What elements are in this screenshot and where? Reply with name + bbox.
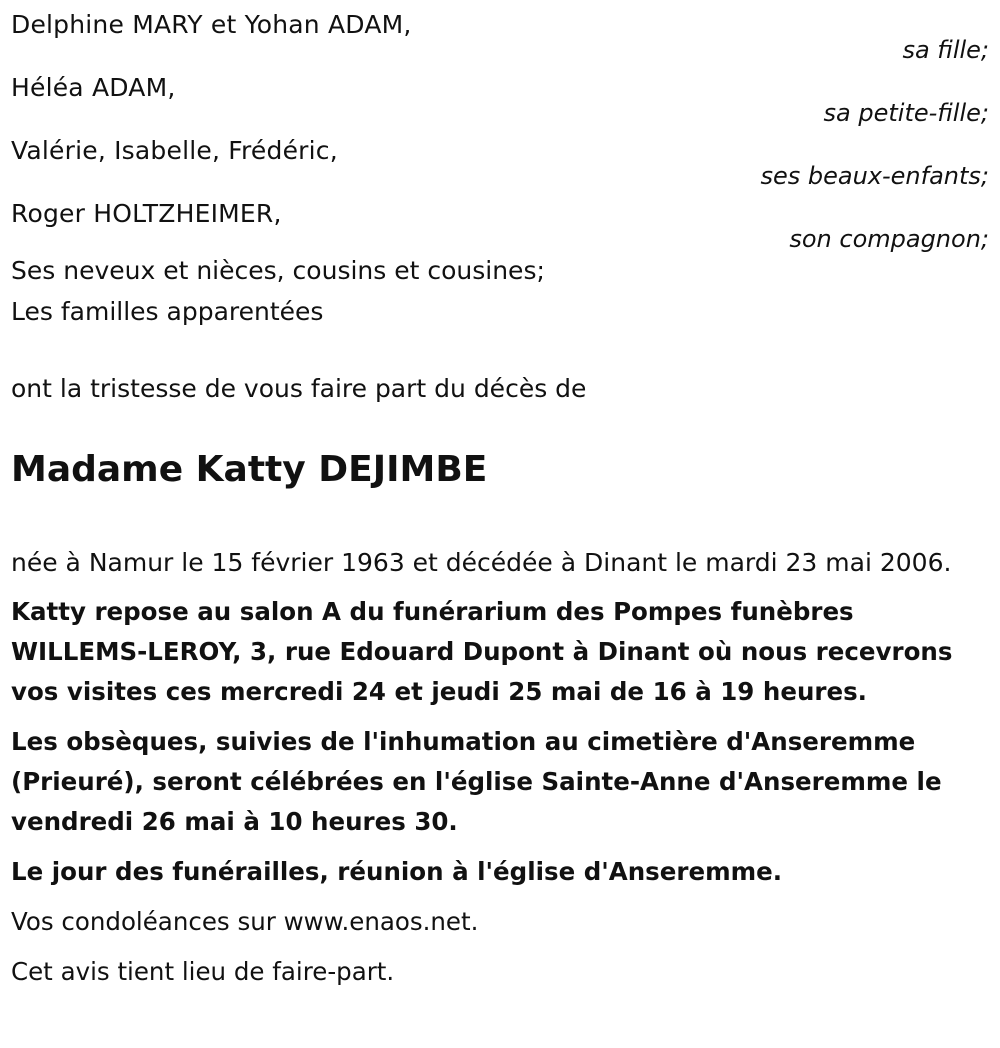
family-name: Roger HOLTZHEIMER, xyxy=(11,199,282,228)
meeting-info: Le jour des funérailles, réunion à l'église d'Anseremme. xyxy=(11,857,783,886)
family-entry-granddaughter xyxy=(11,63,989,126)
condolences-info: Vos condoléances sur www.enaos.net. xyxy=(11,907,479,936)
other-relatives-line: Les familles apparentées xyxy=(11,297,324,326)
birth-death-dates: née à Namur le 15 février 1963 et décédée à Dinant le mardi 23 mai 2006. xyxy=(11,548,952,577)
family-relation: son compagnon; xyxy=(789,225,989,253)
family-entry-companion xyxy=(11,189,989,252)
family-entry-stepchildren xyxy=(11,126,989,189)
visitation-info: Katty repose au salon A du funérarium des Pompes funèbres WILLEMS-LEROY, 3, rue Edouard Dupont à Dinant où nous recevrons vos visites ces mercredi 24 et jeudi 25 mai de 16 à 19 heures. xyxy=(11,597,953,706)
family-relation: ses beaux-enfants; xyxy=(760,162,989,190)
other-relatives xyxy=(11,250,989,332)
family-name: Valérie, Isabelle, Frédéric, xyxy=(11,136,338,165)
announcement: ont la tristesse de vous faire part du décès de xyxy=(11,374,587,403)
notice-text: Cet avis tient lieu de faire-part. xyxy=(11,957,395,986)
funeral-info: Les obsèques, suivies de l'inhumation au cimetière d'Anseremme (Prieuré), seront célébrées en l'église Sainte-Anne d'Anseremme le vendredi 26 mai à 10 heures 30. xyxy=(11,727,942,836)
death-notice xyxy=(11,0,989,992)
family-name: Héléa ADAM, xyxy=(11,73,176,102)
family-entry-daughter xyxy=(11,0,989,63)
deceased-name: Madame Katty DEJIMBE xyxy=(11,449,488,490)
family-relation: sa fille; xyxy=(902,36,989,64)
family-name: Delphine MARY et Yohan ADAM, xyxy=(11,10,412,39)
family-relation: sa petite-fille; xyxy=(823,99,989,127)
other-relatives-line: Ses neveux et nièces, cousins et cousines; xyxy=(11,256,545,285)
